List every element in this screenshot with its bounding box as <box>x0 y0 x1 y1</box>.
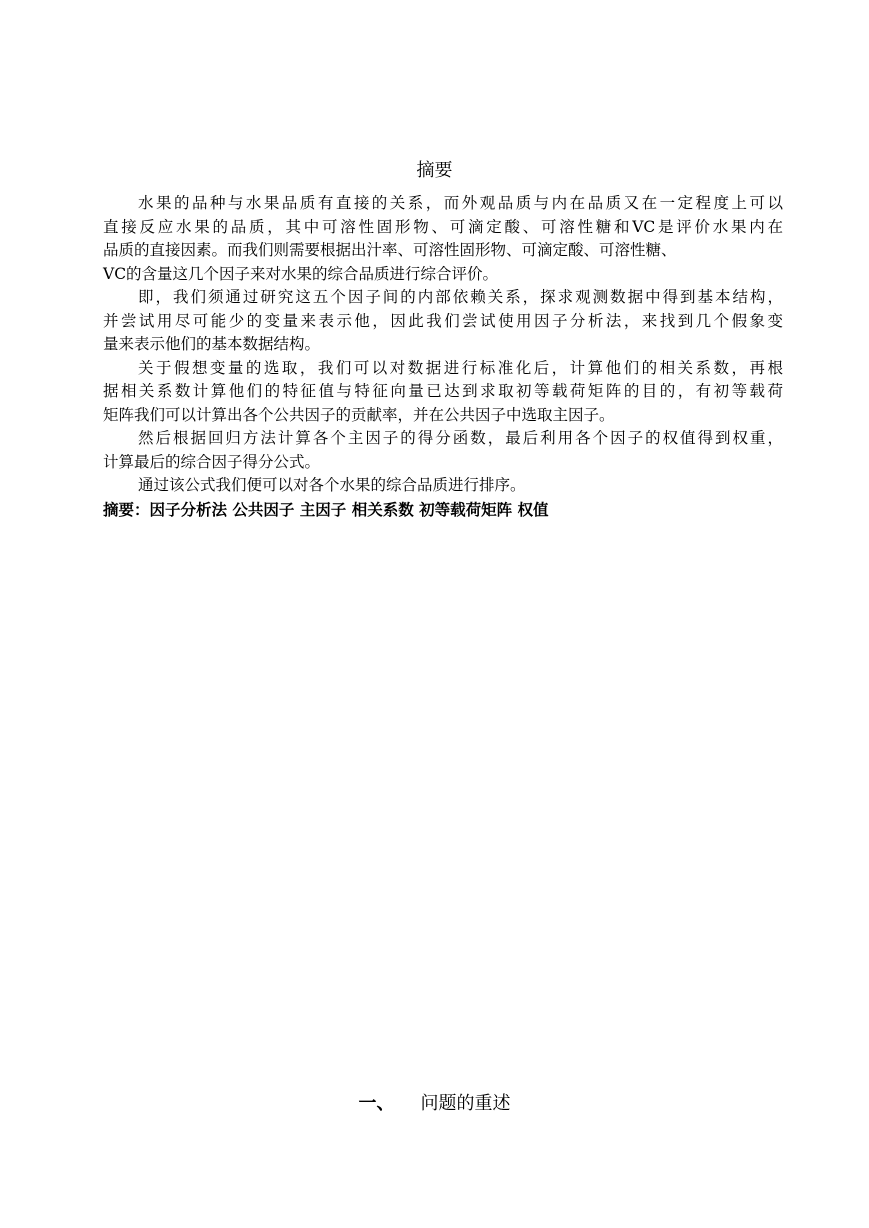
section-number: 一、 <box>358 1093 395 1114</box>
text-line: 并尝试用尽可能少的变量来表示他，因此我们尝试使用因子分析法，来找到几个假象变 <box>103 311 783 330</box>
abstract-paragraph-2 <box>103 286 783 357</box>
text-line: 水果的品种与水果品质有直接的关系，而外观品质与内在品质又在一定程度上可以 <box>138 194 783 212</box>
text-line: 量来表示他们的基本数据结构。 <box>103 335 321 353</box>
text-line: 关于假想变量的选取，我们可以对数据进行标准化后，计算他们的相关系数，再根 <box>138 358 783 377</box>
text-line: 即，我们须通过研究这五个因子间的内部依赖关系，探求观测数据中得到基本结构， <box>138 288 783 306</box>
abstract-paragraph-5 <box>103 474 783 498</box>
abstract-title: 摘要 <box>416 160 453 181</box>
abstract-paragraph-4 <box>103 427 783 474</box>
abstract-paragraph-3 <box>103 357 783 428</box>
section-heading <box>0 1090 869 1118</box>
abstract-body <box>103 192 783 521</box>
text-line: 然后根据回归方法计算各个主因子的得分函数，最后利用各个因子的权值得到权重， <box>138 429 783 447</box>
text-line: 矩阵我们可以计算出各个公共因子的贡献率，并在公共因子中选取主因子。 <box>103 405 615 424</box>
section-title: 问题的重述 <box>420 1093 511 1114</box>
text-line: 通过该公式我们便可以对各个水果的综合品质进行排序。 <box>138 476 526 494</box>
text-line: 据相关系数计算他们的特征值与特征向量已达到求取初等载荷矩阵的目的，有初等载荷 <box>103 382 783 400</box>
text-line: 品质的直接因素。而我们则需要根据出汁率、可溶性固形物、可滴定酸、可溶性糖、 <box>103 241 677 259</box>
text-line: 计算最后的综合因子得分公式。 <box>103 452 321 471</box>
abstract-paragraph-1 <box>103 192 783 286</box>
text-line: 直接反应水果的品质，其中可溶性固形物、可滴定酸、可溶性糖和VC是评价水果内在 <box>103 217 783 236</box>
keywords-line: 摘要：因子分析法 公共因子 主因子 相关系数 初等载荷矩阵 权值 <box>103 499 549 519</box>
text-line: VC的含量这几个因子来对水果的综合品质进行综合评价。 <box>103 264 499 283</box>
